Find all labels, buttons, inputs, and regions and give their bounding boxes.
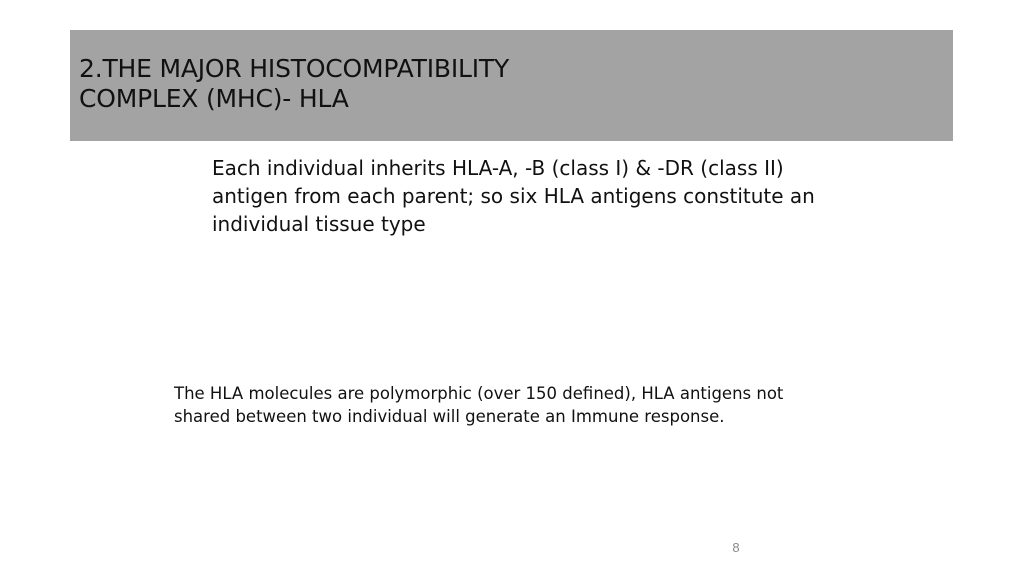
- slide-number: 8: [732, 540, 740, 555]
- slide-note-text: [174, 382, 854, 428]
- slide-body-text: [212, 154, 852, 238]
- note-line-1: The HLA molecules are polymorphic (over 150 defined), HLA antigens not: [174, 384, 784, 403]
- title-band: [70, 30, 953, 141]
- body-line-2: antigen from each parent; so six HLA antigens constitute an: [212, 184, 815, 208]
- slide-title: [79, 54, 509, 114]
- slide-title-line-1: 2.THE MAJOR HISTOCOMPATIBILITY: [79, 54, 510, 83]
- slide-title-line-2: COMPLEX (MHC)- HLA: [79, 84, 349, 113]
- note-line-2: shared between two individual will generate an Immune response.: [174, 407, 725, 426]
- body-line-3: individual tissue type: [212, 212, 426, 236]
- body-line-1: Each individual inherits HLA-A, -B (class I) & -DR (class II): [212, 156, 784, 180]
